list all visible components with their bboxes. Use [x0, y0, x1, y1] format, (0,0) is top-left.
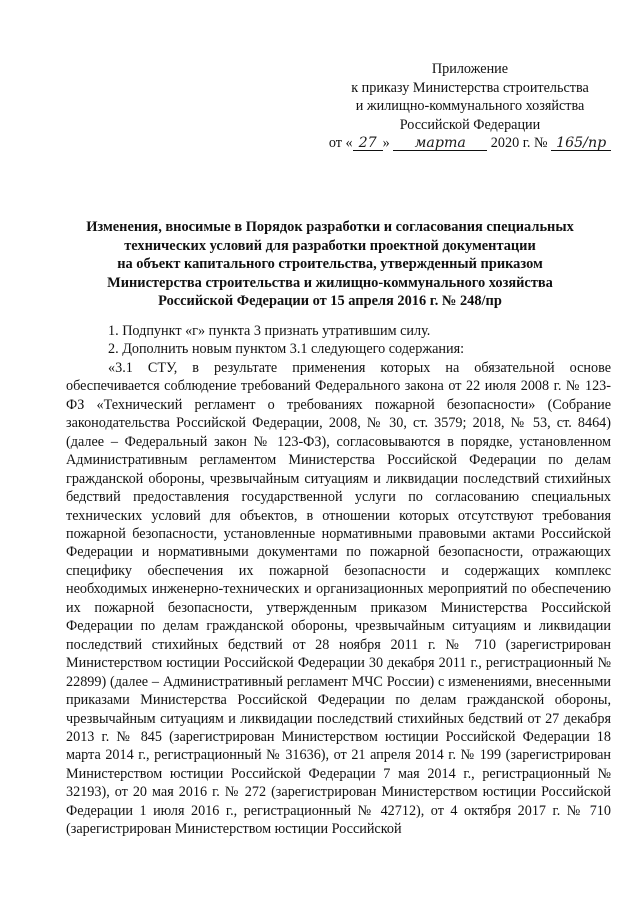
handwritten-order-number: 165/пр: [551, 136, 611, 151]
appendix-ministry-line: и жилищно-коммунального хозяйства: [355, 98, 585, 114]
date-prefix: от «: [328, 135, 353, 151]
appendix-label: Приложение: [431, 61, 509, 77]
body-item-2: 2. Дополнить новым пунктом 3.1 следующего содержания:: [108, 341, 465, 358]
title-line: технических условий для разработки проектной документации: [124, 237, 536, 254]
appendix-header: [320, 60, 620, 153]
body-item-1: 1. Подпункт «г» пункта 3 признать утратившим силу.: [108, 323, 431, 339]
body-item-3: «3.1 СТУ, в результате применения которых на обязательной основе обеспечивается соблюдение требований Федерального закона от 22 июля 2008 г. № 123-ФЗ «Технический регламент о требованиях пожарной безопасности» (Собрание законодательства Российской Федерации, 2008, № 30, ст. 3579; 2018, № 53, ст. 8464) (далее – Федеральный закон № 123-ФЗ), согласовываются в порядке, установленном Административным регламентом Министерства Российской Федерации по делам гражданской обороны, чрезвычайным ситуациям и ликвидации последствий стихийных бедствий предоставления государственной услуги по согласованию специальных технических условий для объектов, в отношении которых отсутствуют требования пожарной безопасности, установленные нормативными правовыми актами Российской Федерации и нормативными документами по пожарной безопасности, отражающих специфику обеспечения их пожарной безопасности и содержащих комплекс необходимых инженерно-технических и организационных мероприятий по обеспечению их пожарной безопасности, утвержденным приказом Министерства Российской Федерации по делам гражданской обороны, чрезвычайным ситуациям и ликвидации последствий стихийных бедствий от 28 ноября 2011 г. № 710 (зарегистрирован Министерством юстиции Российской Федерации 30 декабря 2011 г., регистрационный № 22899) (далее – Административный регламент МЧС России) с изменениями, внесенными приказами Министерства Российской Федерации по делам гражданской обороны, чрезвычайным ситуациям и ликвидации последствий стихийных бедствий от 27 декабря 2013 г. № 845 (зарегистрирован Министерством юстиции Российской Федерации 18 марта 2014 г., регистрационный № 31636), от 21 апреля 2014 г. № 199 (зарегистрирован Министерством юстиции Российской Федерации 7 мая 2014 г., регистрационный № 32193), от 20 мая 2016 г. № 272 (зарегистрирован Министерством юстиции Российской Федерации 1 июля 2016 г., регистрационный № 42712), от 4 октября 2017 г. № 710 (зарегистрирован Министерством юстиции Российской: [66, 359, 611, 838]
title-line: на объект капитального строительства, утвержденный приказом: [117, 256, 543, 272]
handwritten-month: марта: [393, 136, 487, 151]
date-mid: »: [382, 135, 390, 151]
title-line: Российской Федерации от 15 апреля 2016 г. № 248/пр: [158, 293, 502, 309]
handwritten-day: 27: [353, 136, 383, 151]
title-line: Министерства строительства и жилищно-коммунального хозяйства: [107, 274, 553, 291]
appendix-order-ref: к приказу Министерства строительства: [351, 79, 589, 96]
date-year: 2020 г. №: [490, 135, 548, 151]
document-body: [66, 322, 611, 839]
appendix-country-line: Российской Федерации: [399, 116, 541, 133]
appendix-date-line: [320, 134, 620, 153]
document-title: [70, 218, 590, 311]
title-line: Изменения, вносимые в Порядок разработки и согласования специальных: [86, 219, 574, 235]
